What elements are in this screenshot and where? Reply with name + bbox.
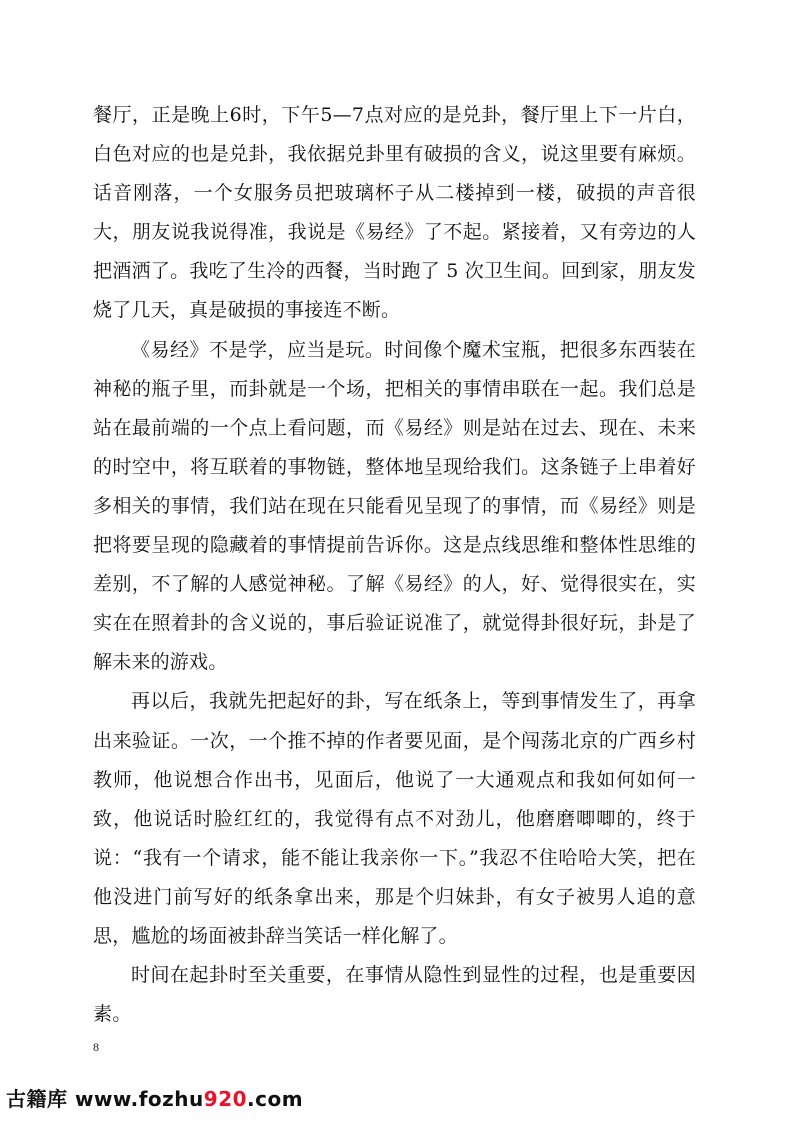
watermark-url bbox=[75, 1087, 303, 1111]
paragraph-2: 《易经》不是学，应当是玩。时间像个魔术宝瓶，把很多东西装在神秘的瓶子里，而卦就是一个场，把相关的事情串联在一起。我们总是站在最前端的一个点上看问题，而《易经》则是站在过去、现在、未来的时空中，将互联着的事物链，整体地呈现给我们。这条链子上串着好多相关的事情，我们站在现在只能看见呈现了的事情，而《易经》则是把将要呈现的隐藏着的事情提前告诉你。这是点线思维和整体性思维的差别，不了解的人感觉神秘。了解《易经》的人，好、觉得很实在，实实在在照着卦的含义说的，事后验证说准了，就觉得卦很好玩，卦是了解未来的游戏。 bbox=[93, 338, 696, 674]
paragraph-4: 时间在起卦时至关重要，在事情从隐性到显性的过程，也是重要因素。 bbox=[93, 964, 696, 1026]
paragraph-1: 餐厅，正是晚上6时，下午5—7点对应的是兑卦，餐厅里上下一片白，白色对应的也是兑卦，我依据兑卦里有破损的含义，说这里要有麻烦。话音刚落，一个女服务员把玻璃杯子从二楼掉到一楼，破损的声音很大，朋友说我说得准，我说是《易经》了不起。紧接着，又有旁边的人把酒洒了。我吃了生冷的西餐，当时跑了 5 次卫生间。回到家，朋友发烧了几天，真是破损的事接连不断。 bbox=[93, 104, 696, 322]
page-body bbox=[93, 96, 696, 1034]
page-number: 8 bbox=[93, 1040, 99, 1054]
watermark-url-prefix: www.fozhu bbox=[74, 1087, 204, 1111]
watermark-site-name: 古籍库 bbox=[6, 1087, 68, 1111]
watermark bbox=[6, 1083, 303, 1112]
watermark-url-accent: 920 bbox=[203, 1087, 248, 1111]
paragraph-3: 再以后，我就先把起好的卦，写在纸条上，等到事情发生了，再拿出来验证。一次，一个推不掉的作者要见面，是个闯荡北京的广西乡村教师，他说想合作出书，见面后，他说了一大通观点和我如何如何一致，他说话时脸红红的，我觉得有点不对劲儿，他磨磨唧唧的，终于说：“我有一个请求，能不能让我亲你一下。”我忍不住哈哈大笑，把在他没进门前写好的纸条拿出来，那是个归妹卦，有女子被男人追的意思，尴尬的场面被卦辞当笑话一样化解了。 bbox=[93, 690, 696, 947]
watermark-url-suffix: .com bbox=[247, 1087, 304, 1111]
